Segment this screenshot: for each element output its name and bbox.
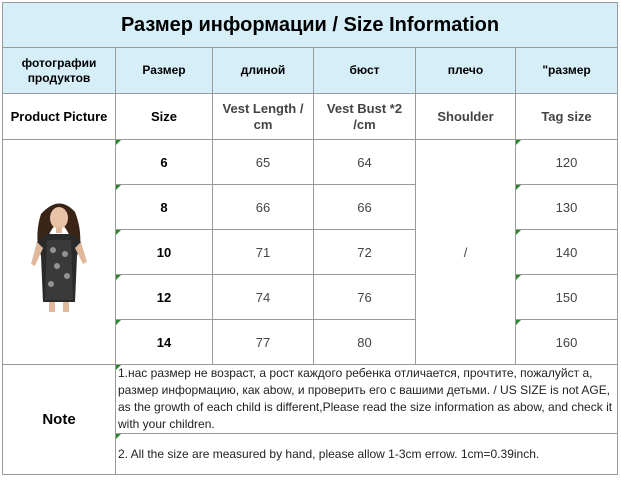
bust-cell: 72 [314,230,416,275]
length-cell: 66 [213,185,314,230]
size-cell: 6 [116,140,213,185]
header-en-length: Vest Length / cm [213,94,314,140]
shoulder-cell: / [416,140,516,365]
tag-cell: 130 [516,185,618,230]
header-ru-length: длиной [213,48,314,94]
header-en-shoulder: Shoulder [416,94,516,140]
product-image [11,192,107,312]
header-en-size: Size [116,94,213,140]
header-en-picture: Product Picture [3,94,116,140]
size-cell: 8 [116,185,213,230]
product-photo [11,192,107,312]
header-ru-size: Размер [116,48,213,94]
size-table [2,2,618,475]
size-cell: 12 [116,275,213,320]
size-cell: 14 [116,320,213,365]
tag-cell: 140 [516,230,618,275]
tag-cell: 120 [516,140,618,185]
header-ru-bust: бюст [314,48,416,94]
note-text-2: 2. All the size are measured by hand, please allow 1-3cm errow. 1cm=0.39inch. [116,434,618,475]
bust-cell: 76 [314,275,416,320]
length-cell: 74 [213,275,314,320]
header-ru-picture: фотографии продуктов [3,48,116,94]
tag-cell: 160 [516,320,618,365]
bust-cell: 80 [314,320,416,365]
note-label: Note [3,365,116,475]
tag-cell: 150 [516,275,618,320]
product-picture-cell [3,140,116,365]
table-row [3,140,618,185]
bust-cell: 64 [314,140,416,185]
header-ru-shoulder: плечо [416,48,516,94]
header-en-bust: Vest Bust *2 /cm [314,94,416,140]
length-cell: 65 [213,140,314,185]
bust-cell: 66 [314,185,416,230]
size-cell: 10 [116,230,213,275]
header-en-tag: Tag size [516,94,618,140]
table-title: Размер информации / Size Information [3,3,618,48]
length-cell: 71 [213,230,314,275]
header-ru-tag: "размер [516,48,618,94]
length-cell: 77 [213,320,314,365]
note-text-1: 1.нас размер не возраст, а рост каждого ребенка отличается, прочтите, пожалуйст а, размер информацию, как abow, и проверить его с вашими детьми. / US SIZE is not AGE, as the growth of each child is different,Please read the size information as abow, and check it with your children. [116,365,618,434]
